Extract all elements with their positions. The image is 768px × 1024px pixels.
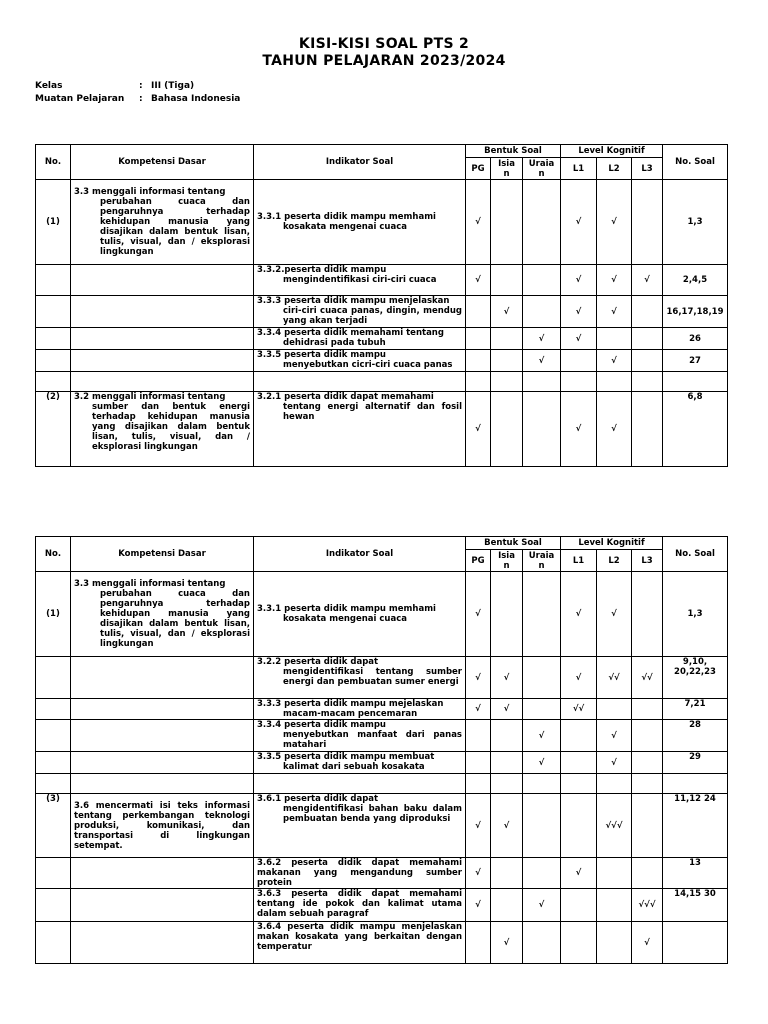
isian-check: √ — [491, 296, 523, 328]
empty-cell — [663, 774, 728, 794]
header-bentuk-soal: Bentuk Soal — [466, 537, 561, 550]
kompetensi-dasar-cell — [71, 328, 254, 350]
indikator-head: 3.3.2.peserta didik mampu — [257, 265, 387, 275]
table-row — [36, 392, 728, 467]
indikator-rest: kosakata mengenai cuaca — [283, 614, 407, 624]
indikator-head: 3.2.2 peserta didik dapat — [257, 657, 379, 667]
kompetensi-dasar-cell — [71, 350, 254, 372]
kd-head: 3.3 menggali informasi tentang — [74, 579, 226, 589]
table-row — [36, 350, 728, 372]
no-soal-cell: 28 — [663, 720, 728, 752]
l2-check: √ — [597, 180, 632, 265]
header-l3: L3 — [632, 550, 663, 572]
kompetensi-dasar-cell — [71, 296, 254, 328]
l2-check: √ — [597, 752, 632, 774]
isian-check — [491, 392, 523, 467]
table-row — [36, 922, 728, 964]
indikator-head: 3.6.1 peserta didik dapat — [257, 794, 379, 804]
l3-check — [632, 180, 663, 265]
isian-check — [491, 720, 523, 752]
row-no — [36, 752, 71, 774]
l3-check: √ — [632, 265, 663, 296]
table-row — [36, 720, 728, 752]
empty-cell — [254, 774, 466, 794]
indikator-cell — [254, 572, 466, 657]
header-l2: L2 — [597, 158, 632, 180]
no-soal-cell: 13 — [663, 858, 728, 889]
indikator-cell — [254, 180, 466, 265]
indikator-head: 3.3.1 peserta didik mampu memhami — [257, 212, 436, 222]
row-no: (2) — [36, 392, 71, 467]
table-row — [36, 265, 728, 296]
empty-cell — [597, 774, 632, 794]
header-pg: PG — [466, 550, 491, 572]
uraian-check — [523, 392, 561, 467]
header-level-kognitif: Level Kognitif — [561, 145, 663, 158]
header-no-soal: No. Soal — [663, 145, 728, 180]
empty-cell — [523, 774, 561, 794]
meta-kelas-label: Kelas — [35, 81, 63, 91]
l1-check: √ — [561, 296, 597, 328]
uraian-check: √ — [523, 889, 561, 922]
header-level-kognitif: Level Kognitif — [561, 537, 663, 550]
uraian-check: √ — [523, 752, 561, 774]
row-no — [36, 657, 71, 699]
indikator-cell — [254, 392, 466, 467]
l1-check — [561, 752, 597, 774]
isian-check: √ — [491, 699, 523, 720]
meta-muatan-label: Muatan Pelajaran — [35, 93, 125, 104]
row-no: (1) — [36, 180, 71, 265]
header-no-soal: No. Soal — [663, 537, 728, 572]
header-uraian-line1: Uraia — [528, 550, 555, 561]
table-row — [36, 657, 728, 699]
header-uraian-line1: Uraia — [528, 158, 555, 169]
isian-check: √ — [491, 657, 523, 699]
indikator-cell — [254, 296, 466, 328]
indikator-rest: tentang energi alternatif dan fosil hewan — [283, 402, 462, 422]
kd-head: 3.2 menggali informasi tentang — [74, 392, 226, 402]
pg-check: √ — [466, 699, 491, 720]
indikator-head: 3.3.5 peserta didik mampu membuat — [257, 752, 435, 762]
indikator-cell — [254, 720, 466, 752]
header-isian — [491, 550, 523, 572]
pg-check: √ — [466, 265, 491, 296]
l3-check — [632, 794, 663, 858]
l1-check: √√ — [561, 699, 597, 720]
no-soal-cell: 6,8 — [663, 392, 728, 467]
l2-check: √√√ — [597, 794, 632, 858]
pg-check — [466, 296, 491, 328]
header-l3: L3 — [632, 158, 663, 180]
header-no: No. — [36, 537, 71, 572]
header-kompetensi-dasar: Kompetensi Dasar — [71, 537, 254, 572]
no-soal-cell: 2,4,5 — [663, 265, 728, 296]
table-row — [36, 858, 728, 889]
l1-check: √ — [561, 858, 597, 889]
empty-cell — [71, 372, 254, 392]
uraian-check — [523, 657, 561, 699]
row-no — [36, 922, 71, 964]
indikator-head: 3.3.1 peserta didik mampu memhami — [257, 604, 436, 614]
indikator-cell: 3.6.3 peserta didik dapat memahami tentang ide pokok dan kalimat utama dalam sebuah paragraf — [254, 889, 466, 922]
meta-colon: : — [139, 81, 143, 91]
pg-check — [466, 350, 491, 372]
no-soal-cell: 9,10, 20,22,23 — [663, 657, 728, 699]
l2-check: √ — [597, 296, 632, 328]
l2-check: √ — [597, 350, 632, 372]
empty-cell — [561, 774, 597, 794]
kompetensi-dasar-cell — [71, 889, 254, 922]
header-indikator-soal: Indikator Soal — [254, 145, 466, 180]
no-soal-cell: 27 — [663, 350, 728, 372]
kompetensi-dasar-cell — [71, 720, 254, 752]
empty-cell — [632, 774, 663, 794]
uraian-check — [523, 922, 561, 964]
row-no — [36, 296, 71, 328]
row-no — [36, 328, 71, 350]
indikator-rest: kosakata mengenai cuaca — [283, 222, 407, 232]
row-no — [36, 350, 71, 372]
indikator-head: 3.3.5 peserta didik mampu — [257, 350, 386, 360]
header-kompetensi-dasar: Kompetensi Dasar — [71, 145, 254, 180]
isian-check: √ — [491, 794, 523, 858]
empty-cell — [597, 372, 632, 392]
kompetensi-dasar-cell — [71, 180, 254, 265]
l2-check: √ — [597, 265, 632, 296]
document-title-line1: KISI-KISI SOAL PTS 2 — [298, 36, 470, 52]
l1-check — [561, 720, 597, 752]
indikator-cell: 3.6.4 peserta didik mampu menjelaskan makan kosakata yang berkaitan dengan temperatur — [254, 922, 466, 964]
row-no — [36, 858, 71, 889]
indikator-cell — [254, 350, 466, 372]
isian-check — [491, 572, 523, 657]
header-isian — [491, 158, 523, 180]
table-row — [36, 889, 728, 922]
pg-check — [466, 328, 491, 350]
kompetensi-dasar-cell — [71, 699, 254, 720]
kompetensi-dasar-cell — [71, 752, 254, 774]
l2-check — [597, 889, 632, 922]
header-no: No. — [36, 145, 71, 180]
meta-muatan-value: Bahasa Indonesia — [151, 93, 241, 104]
kompetensi-dasar-cell — [71, 657, 254, 699]
pg-check — [466, 752, 491, 774]
header-isian-line2: n — [503, 560, 510, 571]
header-row — [36, 537, 728, 550]
l3-check: √ — [632, 922, 663, 964]
indikator-cell — [254, 265, 466, 296]
l1-check — [561, 922, 597, 964]
l3-check — [632, 720, 663, 752]
isian-check — [491, 265, 523, 296]
l3-check: √√√ — [632, 889, 663, 922]
uraian-check — [523, 572, 561, 657]
header-uraian-line2: n — [538, 560, 545, 571]
indikator-rest: mengindentifikasi ciri-ciri cuaca — [283, 275, 437, 285]
meta-muatan-row — [35, 93, 240, 106]
l2-check — [597, 699, 632, 720]
l3-check — [632, 350, 663, 372]
isian-check — [491, 350, 523, 372]
uraian-check — [523, 265, 561, 296]
indikator-rest: dehidrasi pada tubuh — [283, 338, 386, 348]
header-row — [36, 145, 728, 158]
table-row — [36, 752, 728, 774]
kd-rest: perubahan cuaca dan pengaruhnya terhadap kehidupan manusia yang disajikan dalam bentuk lisan, tulis, visual, dan / eksplorasi lingkungan — [100, 197, 250, 257]
pg-check — [466, 922, 491, 964]
row-no — [36, 699, 71, 720]
uraian-check — [523, 180, 561, 265]
uraian-check: √ — [523, 720, 561, 752]
l1-check — [561, 794, 597, 858]
indikator-head: 3.3.4 peserta didik memahami tentang — [257, 328, 444, 338]
indikator-rest: ciri-ciri cuaca panas, dingin, mendug yang akan terjadi — [283, 306, 462, 326]
l1-check — [561, 889, 597, 922]
empty-cell — [491, 372, 523, 392]
uraian-check — [523, 699, 561, 720]
empty-cell — [663, 372, 728, 392]
no-soal-cell: 1,3 — [663, 572, 728, 657]
indikator-head: 3.3.3 peserta didik mampu mejelaskan — [257, 699, 444, 709]
indikator-cell — [254, 328, 466, 350]
pg-check — [466, 720, 491, 752]
header-isian-line1: Isia — [498, 158, 515, 169]
header-bentuk-soal: Bentuk Soal — [466, 145, 561, 158]
no-soal-cell: 1,3 — [663, 180, 728, 265]
empty-cell — [491, 774, 523, 794]
no-soal-cell: 29 — [663, 752, 728, 774]
l2-check: √ — [597, 572, 632, 657]
row-no — [36, 720, 71, 752]
l2-check: √ — [597, 720, 632, 752]
no-soal-cell: 11,12 24 — [663, 794, 728, 858]
isian-check — [491, 752, 523, 774]
l1-check: √ — [561, 657, 597, 699]
l1-check: √ — [561, 328, 597, 350]
table-row — [36, 328, 728, 350]
row-no — [36, 889, 71, 922]
header-l1: L1 — [561, 158, 597, 180]
isian-check — [491, 858, 523, 889]
header-indikator-soal: Indikator Soal — [254, 537, 466, 572]
no-soal-cell — [663, 922, 728, 964]
pg-check: √ — [466, 889, 491, 922]
kd-rest: sumber dan bentuk energi terhadap kehidupan manusia yang disajikan dalam bentuk lisan, tulis, visual, dan / eksplorasi lingkungan — [92, 402, 250, 452]
pg-check: √ — [466, 572, 491, 657]
indikator-rest: kalimat dari sebuah kosakata — [283, 762, 425, 772]
l3-check — [632, 296, 663, 328]
kd-rest: perubahan cuaca dan pengaruhnya terhadap kehidupan manusia yang disajikan dalam bentuk lisan, tulis, visual, dan / eksplorasi lingkungan — [100, 589, 250, 649]
header-uraian — [523, 550, 561, 572]
header-isian-line1: Isia — [498, 550, 515, 561]
l3-check — [632, 392, 663, 467]
kisi-table-1 — [35, 144, 728, 467]
kd-head: 3.3 menggali informasi tentang — [74, 187, 226, 197]
pg-check: √ — [466, 392, 491, 467]
header-l1: L1 — [561, 550, 597, 572]
indikator-cell — [254, 699, 466, 720]
empty-cell — [466, 774, 491, 794]
table-row-empty — [36, 774, 728, 794]
l2-check: √√ — [597, 657, 632, 699]
l3-check — [632, 699, 663, 720]
indikator-head: 3.2.1 peserta didik dapat memahami — [257, 392, 434, 402]
table-row — [36, 794, 728, 858]
uraian-check — [523, 794, 561, 858]
isian-check — [491, 889, 523, 922]
row-no: (3) — [36, 794, 71, 858]
table-row-empty — [36, 372, 728, 392]
kisi-table-2 — [35, 536, 728, 964]
table-row — [36, 699, 728, 720]
table-row — [36, 572, 728, 657]
meta-kelas-row — [35, 80, 240, 93]
header-l2: L2 — [597, 550, 632, 572]
indikator-rest: mengidentifikasi bahan baku dalam pembuatan benda yang diproduksi — [283, 804, 462, 824]
isian-check — [491, 328, 523, 350]
indikator-cell — [254, 657, 466, 699]
empty-cell — [71, 774, 254, 794]
pg-check: √ — [466, 794, 491, 858]
header-isian-line2: n — [503, 168, 510, 179]
kompetensi-dasar-cell — [71, 858, 254, 889]
indikator-rest: mengidentifikasi tentang sumber energi dan pembuatan sumer energi — [283, 667, 462, 687]
pg-check: √ — [466, 858, 491, 889]
uraian-check: √ — [523, 350, 561, 372]
l3-check — [632, 752, 663, 774]
l2-check — [597, 922, 632, 964]
document-meta — [35, 80, 240, 105]
indikator-head: 3.3.4 peserta didik mampu — [257, 720, 386, 730]
l3-check — [632, 328, 663, 350]
uraian-check — [523, 296, 561, 328]
empty-cell — [632, 372, 663, 392]
row-no — [36, 265, 71, 296]
no-soal-cell: 16,17,18,19 — [663, 296, 728, 328]
table-row — [36, 296, 728, 328]
kompetensi-dasar-cell — [71, 572, 254, 657]
l3-check: √√ — [632, 657, 663, 699]
empty-cell — [254, 372, 466, 392]
l1-check: √ — [561, 265, 597, 296]
l2-check: √ — [597, 392, 632, 467]
no-soal-cell: 7,21 — [663, 699, 728, 720]
empty-cell — [36, 372, 71, 392]
l2-check — [597, 328, 632, 350]
meta-kelas-value: III (Tiga) — [151, 81, 195, 91]
no-soal-cell: 14,15 30 — [663, 889, 728, 922]
isian-check — [491, 180, 523, 265]
empty-cell — [466, 372, 491, 392]
header-uraian-line2: n — [538, 168, 545, 179]
table-row — [36, 180, 728, 265]
indikator-rest: macam-macam pencemaran — [283, 709, 418, 719]
uraian-check — [523, 858, 561, 889]
empty-cell — [36, 774, 71, 794]
indikator-rest: menyebutkan cicri-ciri cuaca panas — [283, 360, 453, 370]
l3-check — [632, 858, 663, 889]
indikator-cell: 3.6.2 peserta didik dapat memahami makanan yang mengandung sumber protein — [254, 858, 466, 889]
kompetensi-dasar-cell — [71, 265, 254, 296]
l1-check: √ — [561, 572, 597, 657]
isian-check: √ — [491, 922, 523, 964]
pg-check: √ — [466, 657, 491, 699]
l1-check — [561, 350, 597, 372]
meta-colon: : — [139, 93, 143, 104]
kompetensi-dasar-cell — [71, 392, 254, 467]
indikator-head: 3.3.3 peserta didik mampu menjelaskan — [257, 296, 450, 306]
header-uraian — [523, 158, 561, 180]
uraian-check: √ — [523, 328, 561, 350]
l1-check: √ — [561, 180, 597, 265]
pg-check: √ — [466, 180, 491, 265]
empty-cell — [523, 372, 561, 392]
empty-cell — [561, 372, 597, 392]
document-title-line2: TAHUN PELAJARAN 2023/2024 — [262, 53, 506, 69]
l3-check — [632, 572, 663, 657]
l1-check: √ — [561, 392, 597, 467]
indikator-cell — [254, 794, 466, 858]
no-soal-cell: 26 — [663, 328, 728, 350]
l2-check — [597, 858, 632, 889]
row-no: (1) — [36, 572, 71, 657]
kompetensi-dasar-cell: 3.6 mencermati isi teks informasi tentang perkembangan teknologi produksi, komunikasi, dan transportasi di lingkungan setempat. — [71, 794, 254, 858]
kompetensi-dasar-cell — [71, 922, 254, 964]
header-pg: PG — [466, 158, 491, 180]
indikator-cell — [254, 752, 466, 774]
indikator-rest: menyebutkan manfaat dari panas matahari — [283, 730, 462, 750]
